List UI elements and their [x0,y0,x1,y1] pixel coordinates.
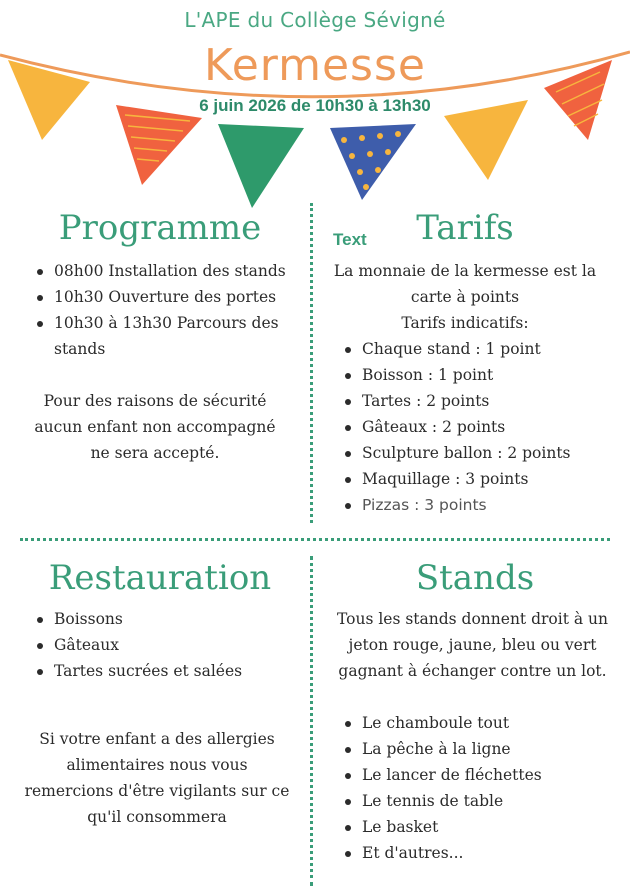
tarifs-heading: Tarifs [416,208,514,248]
restauration-heading: Restauration [48,558,272,598]
restauration-item: Tartes sucrées et salées [32,658,302,684]
restauration-item: Gâteaux [32,632,302,658]
event-title: Kermesse [204,40,426,91]
restauration-item: Boissons [32,606,302,632]
tarifs-subheading: Tarifs indicatifs: [401,314,529,332]
stands-intro: Tous les stands donnent droit à un jeton rouge, jaune, bleu ou vert gagnant à échanger contre un lot. [337,610,608,680]
stands-list [340,710,610,866]
tarif-item: Pizzas : 3 points [340,492,610,518]
stand-item: Le chamboule tout [340,710,610,736]
flag-red-left [116,105,202,185]
programme-item: 10h30 à 13h30 Parcours des stands [32,310,302,362]
programme-heading: Programme [58,208,262,248]
programme-item: 10h30 Ouverture des portes [32,284,302,310]
vertical-divider-top [310,203,313,523]
stand-item: Le lancer de fléchettes [340,762,610,788]
programme-note: Pour des raisons de sécurité aucun enfant non accompagné ne sera accepté. [34,392,276,462]
stands-heading: Stands [415,558,535,598]
tarif-item: Gâteaux : 2 points [340,414,610,440]
tarif-item: Maquillage : 3 points [340,466,610,492]
tarifs-list [340,336,610,518]
horizontal-divider [20,538,610,541]
tarifs-intro: La monnaie de la kermesse est la carte à points [333,262,597,306]
vertical-divider-bottom [310,556,313,886]
stand-item: Et d'autres... [340,840,610,866]
tarif-item: Tartes : 2 points [340,388,610,414]
flag-blue [330,124,416,200]
stand-item: Le basket [340,814,610,840]
stand-item: Le tennis de table [340,788,610,814]
event-date: 6 juin 2026 de 10h30 à 13h30 [199,96,431,115]
text-placeholder-tag: Text [333,230,367,249]
tarif-item: Chaque stand : 1 point [340,336,610,362]
tarif-item: Sculpture ballon : 2 points [340,440,610,466]
programme-list [32,258,302,362]
organizer-name: L'APE du Collège Sévigné [184,8,446,32]
flag-green [218,124,304,208]
restauration-note: Si votre enfant a des allergies alimentaires nous vous remercions d'être vigilants sur ce qu'il consommera [24,730,290,826]
stand-item: La pêche à la ligne [340,736,610,762]
restauration-list [32,606,302,684]
tarif-item: Boisson : 1 point [340,362,610,388]
programme-item: 08h00 Installation des stands [32,258,302,284]
